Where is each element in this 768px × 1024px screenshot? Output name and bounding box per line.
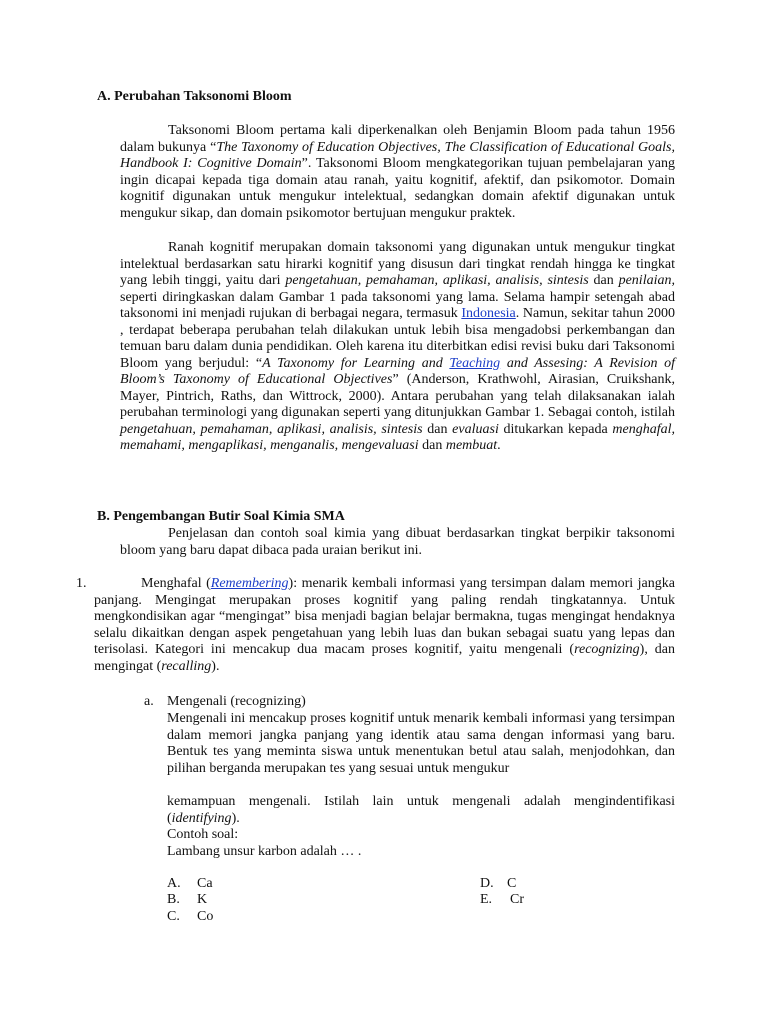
sub-item-a-body-2 <box>167 794 675 827</box>
p2-text-8: dan <box>418 438 446 453</box>
item-1-text-1: Menghafal ( <box>141 576 211 591</box>
option-c-letter: C. <box>167 909 180 924</box>
section-b-paragraph: Penjelasan dan contoh soal kimia yang dibuat berdasarkan tingkat berpikir taksonomi bloom yang baru dapat dibaca pada uraian berikut ini. <box>120 526 675 558</box>
option-d-letter: D. <box>480 876 494 891</box>
p1-text-2: ”. Taksonomi Bloom mengkategorikan tujuan pembelajaran yang ingin dicapai kepada tiga domain atau ranah, yaitu kognitif, afektif, dan psikomotor. Domain kognitif digunakan untuk mengukur intelektual, sedangkan domain afektif digunakan untuk mengukur sikap, dan domain psikomotor bertujuan mengukur praktek. <box>120 156 675 221</box>
body-2-text-1: kemampuan mengenali. Istilah lain untuk mengenali adalah mengindentifikasi ( <box>167 794 675 826</box>
option-e <box>480 892 524 909</box>
item-1-paragraph <box>94 576 675 675</box>
option-d <box>480 876 516 893</box>
option-b-letter: B. <box>167 892 180 907</box>
option-a <box>167 876 213 893</box>
p2-text-9: . <box>497 438 501 453</box>
p2-text-5: ” (Anderson, Krathwohl, Airasian, Cruikshank, Mayer, Pintrich, Raths, dan Wittrock, 2000). Antara perubahan yang telah dilaksanakan ialah perubahan terminologi yang digunakan seperti yang ditunjukkan Gambar 1. Sebagai contoh, istilah <box>120 372 675 420</box>
item-1-text-2: ): menarik kembali informasi yang tersimpan dalam memori jangka panjang. Mengingat merupakan proses kognitif yang paling rendah tingkatannya. Untuk mengkondisikan agar “mengingat” bisa menjadi bagian belajar bermakna, tugas mengingat hendaknya selalu dikaitkan dengan aspek pengetahuan yang lebih luas dan bukan sebagai suatu yang lepas dan terisolasi. Kategori ini mencakup dua macam proses kognitif, yaitu mengenali ( <box>94 576 675 657</box>
option-a-letter: A. <box>167 876 181 891</box>
p2-text-7: ditukarkan kepada <box>498 421 613 437</box>
item-1-italic-1: recognizing <box>574 642 640 657</box>
p2-text-4: . Namun, sekitar tahun 2000 , terdapat beberapa perubahan telah dilakukan untuk lebih bisa mengadobsi perkembangan dan temuan baru dalam dunia pendidikan. Oleh karena itu diterbitkan edisi revisi buku dari Taksonomi Bloom yang berjudul: “ <box>120 306 675 371</box>
p2-italic-6: evaluasi <box>452 421 499 437</box>
section-a-paragraph-1 <box>120 123 675 222</box>
p2-italic-1: pengetahuan, pemahaman, aplikasi, analisis, sintesis <box>285 273 589 288</box>
section-b-heading: B. Pengembangan Butir Soal Kimia SMA <box>97 509 345 524</box>
body-2-italic: identifying <box>171 810 232 826</box>
p2-text-3: seperti diringkaskan dalam Gambar 1 pada taksonomi yang lama. Selama hampir setengah abad taksonomi ini menjadi rujukan di berbagai negara, termasuk <box>120 289 675 321</box>
option-c <box>167 909 213 926</box>
p1-book-title: The Taxonomy of Education Objectives, The Classification of Educational Goals, Handbook I: Cognitive Domain <box>120 139 675 171</box>
p2-italic-7: menghafal, memahami, mengaplikasi, menganalis, mengevaluasi <box>120 421 675 453</box>
p2-italic-4: and Assesing: A Revision of Bloom’s Taxonomy of Educational Objectives <box>120 355 676 387</box>
item-1-text-3: ), dan mengingat ( <box>94 642 675 674</box>
item-1-text-4: ). <box>211 658 220 674</box>
option-b <box>167 892 207 909</box>
option-b-value: K <box>197 892 208 907</box>
sub-item-a-heading: Mengenali (recognizing) <box>167 694 306 709</box>
sub-item-a-body-1: Mengenali ini mencakup proses kognitif untuk menarik kembali informasi yang tersimpan dalam memori jangka panjang yang identik atau sama dengan informasi yang baru. Bentuk tes yang meminta siswa untuk menentukan betul atau salah, menjodohkan, dan pilihan berganda merupakan tes yang sesuai untuk mengukur <box>167 711 675 776</box>
question-text: Lambang unsur karbon adalah … . <box>167 844 362 859</box>
item-1-number: 1. <box>76 576 87 591</box>
p2-italic-2: penilaian, <box>618 273 675 288</box>
section-a-heading: A. Perubahan Taksonomi Bloom <box>97 89 292 104</box>
p2-text-1: Ranah kognitif merupakan domain taksonomi yang digunakan untuk mengukur tingkat intelektual berdasarkan satu hirarki kognitif yang disusun dari tingkat rendah hingga ke tingkat yang lebih tinggi, yaitu dari <box>120 240 675 288</box>
indonesia-link[interactable]: Indonesia <box>461 306 516 321</box>
p2-italic-8: membuat <box>445 438 498 453</box>
example-label: Contoh soal: <box>167 827 239 842</box>
p2-italic-3: A Taxonomy for Learning and <box>262 355 450 371</box>
p2-text-2: dan <box>588 273 619 288</box>
option-e-letter: E. <box>480 892 493 907</box>
remembering-link-text: Remembering <box>210 576 289 591</box>
p1-text-1: Taksonomi Bloom pertama kali diperkenalkan oleh Benjamin Bloom pada tahun 1956 dalam bukunya “ <box>120 123 675 155</box>
section-a-paragraph-2 <box>120 240 675 455</box>
item-1-italic-2: recalling <box>161 658 212 674</box>
option-d-value: C <box>507 876 517 891</box>
p2-italic-5: pengetahuan, pemahaman, aplikasi, analisis, sintesis <box>120 421 423 437</box>
option-a-value: Ca <box>197 876 213 891</box>
body-2-text-2: ). <box>231 810 240 826</box>
option-c-value: Co <box>197 909 214 924</box>
option-e-value: Cr <box>510 892 524 907</box>
teaching-link[interactable] <box>449 356 500 371</box>
teaching-link-text: Teaching <box>449 355 501 371</box>
sub-item-a-letter: a. <box>144 694 154 709</box>
p2-text-6: dan <box>422 421 453 437</box>
remembering-link[interactable] <box>211 576 289 591</box>
